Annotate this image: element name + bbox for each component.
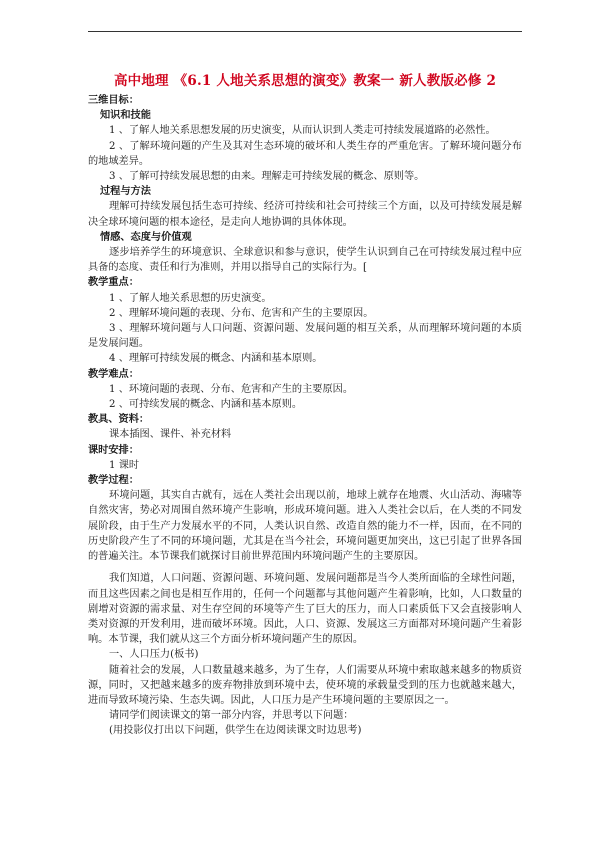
body-line: 2 、了解环境问题的产生及其对生态环境的破坏和人类生存的严重危害。了解环境问题分布的地域差异。 (88, 140, 522, 167)
body-line: 理解可持续发展包括生态可持续、经济可持续和社会可持续三个方面，以及可持续发展是解决全球环境问题的根本途径，是走向人地协调的具体体现。 (88, 201, 522, 228)
section-heading: 教具、资料： (88, 413, 150, 426)
section-heading: 课时安排： (88, 443, 139, 456)
body-line: 课本插图、课件、补充材料 (109, 429, 232, 441)
section-heading: 三维目标： (88, 94, 139, 106)
body-line: (用投影仪打出以下问题，供学生在边阅读课文时边思考) (109, 725, 362, 737)
body-line: 1 、环境问题的表现、分布、危害和产生的主要原因。 (109, 383, 354, 395)
document-body (88, 93, 522, 739)
body-line: 4 、理解可持续发展的概念、内涵和基本原则。 (109, 353, 323, 365)
section-heading: 过程与方法 (100, 185, 151, 198)
header-rule (88, 31, 522, 32)
section-heading: 教学重点： (88, 276, 139, 289)
body-line: 2 、可持续发展的概念、内涵和基本原则。 (109, 399, 303, 411)
section-heading: 情感、态度与价值观 (100, 230, 192, 243)
body-line: 逐步培养学生的环境意识、全球意识和参与意识，使学生认识到自己在可持续发展过程中应具备的态度、责任和行为准则，并用以指导自己的实际行为。[ (88, 247, 522, 274)
body-line: 3 、了解可持续发展思想的由来。理解走可持续发展的概念、原则等。 (109, 171, 425, 183)
body-line: 环境问题，其实自古就有，远在人类社会出现以前，地球上就存在地震、火山活动、海啸等自然灾害，势必对周围自然环境产生影响，形成环境问题。进入人类社会以后，在人类的不同发展阶段，由于生产力发展水平的不同，人类认识自然、改造自然的能力不一样，因而，在不同的历史阶段产生了不同的环境问题，尤其是在当今社会，环境问题更加突出，这已引起了世界各国的普遍关注。本节课我们就探讨目前世界范围内环境问题产生的主要原因。 (88, 490, 522, 563)
body-line: 随着社会的发展，人口数量越来越多，为了生存，人们需要从环境中索取越来越多的物质资源，同时，又把越来越多的废弃物排放到环境中去，使环境的承载量受到的压力也就越来越大，进而导致环境污染、生态失调。因此，人口压力是产生环境问题的主要原因之一。 (88, 664, 522, 706)
section-heading: 教学过程： (88, 474, 139, 487)
body-line: 请同学们阅读课文的第一部分内容，并思考以下问题： (109, 710, 354, 722)
document-title: 高中地理 《6.1 人地关系思想的演变》教案一 新人教版必修 2 (113, 73, 497, 89)
section-heading: 知识和技能 (100, 109, 151, 122)
body-line: 2 、理解环境问题的表现、分布、危害和产生的主要原因。 (109, 307, 374, 319)
paragraph-gap (88, 564, 522, 571)
body-line: 我们知道，人口问题、资源问题、环境问题、发展问题都是当今人类所面临的全球性问题，而且这些因素之间也是相互作用的，任何一个问题都与其他问题产生着影响，比如，人口数量的剧增对资源的需求量、对生存空间的环境等产生了巨大的压力，而人口素质低下又会直接影响人类对资源的开发利用，进而破坏环境。因此，人口、资源、发展这三方面都对环境问题产生着影响。本节课，我们就从这三个方面分析环境问题产生的原因。 (88, 573, 522, 646)
body-line: 一、人口压力(板书) (109, 649, 199, 661)
body-line: 1 、了解人地关系思想的历史演变。 (109, 292, 272, 304)
document-page (88, 72, 522, 739)
body-line: 1 、了解人地关系思想发展的历史演变，从而认识到人类走可持续发展道路的必然性。 (109, 125, 496, 137)
body-line: 1 课时 (109, 459, 140, 471)
section-heading: 教学难点： (88, 367, 139, 380)
body-line: 3 、理解环境问题与人口问题、资源问题、发展问题的相互关系，从而理解环境问题的本质是发展问题。 (88, 323, 522, 350)
